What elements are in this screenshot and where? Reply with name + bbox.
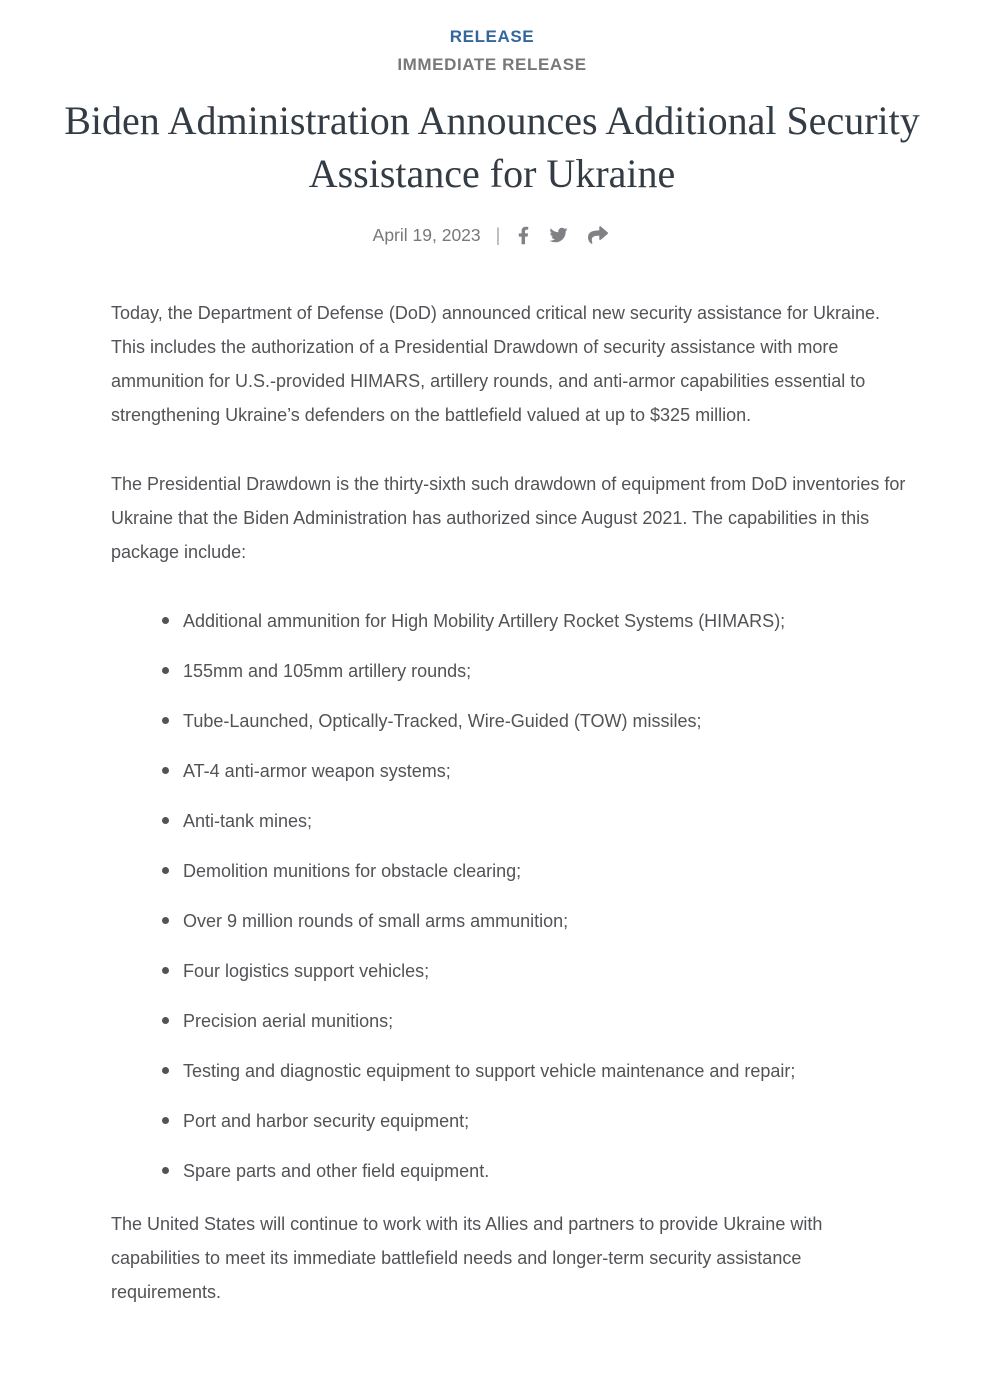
capability-list-item: AT-4 anti-armor weapon systems; bbox=[183, 754, 907, 788]
capability-list-item: Four logistics support vehicles; bbox=[183, 954, 907, 988]
capability-list-item: Demolition munitions for obstacle clearing; bbox=[183, 854, 907, 888]
share-arrow-icon[interactable] bbox=[585, 225, 611, 245]
article-header bbox=[0, 0, 984, 246]
capability-list-item: Precision aerial munitions; bbox=[183, 1004, 907, 1038]
capability-list-item: Anti-tank mines; bbox=[183, 804, 907, 838]
meta-separator: | bbox=[495, 224, 501, 245]
capability-list-item: Port and harbor security equipment; bbox=[183, 1104, 907, 1138]
page-title: Biden Administration Announces Additional Security Assistance for Ukraine bbox=[64, 98, 920, 196]
capability-list-item: Over 9 million rounds of small arms ammunition; bbox=[183, 904, 907, 938]
twitter-icon[interactable] bbox=[545, 226, 572, 244]
capability-list-item: Testing and diagnostic equipment to support vehicle maintenance and repair; bbox=[183, 1054, 907, 1088]
article-meta bbox=[0, 225, 984, 246]
capability-list-item: Additional ammunition for High Mobility Artillery Rocket Systems (HIMARS); bbox=[183, 604, 907, 638]
paragraph-1: Today, the Department of Defense (DoD) announced critical new security assistance for Ukraine. This includes the authorization of a Presidential Drawdown of security assistance with more ammunition for U.S.-provided HIMARS, artillery rounds, and anti-armor capabilities essential to strengthening Ukraine’s defenders on the battlefield valued at up to $325 million. bbox=[111, 302, 881, 425]
capabilities-list bbox=[111, 604, 907, 1188]
publish-date: April 19, 2023 bbox=[372, 224, 481, 245]
closing-paragraph: The United States will continue to work with its Allies and partners to provide Ukraine with capabilities to meet its immediate battlefield needs and longer-term security assistance requirements. bbox=[111, 1213, 823, 1302]
press-release-body bbox=[111, 296, 907, 1309]
facebook-icon[interactable] bbox=[515, 226, 532, 245]
capability-list-item: Tube-Launched, Optically-Tracked, Wire-Guided (TOW) missiles; bbox=[183, 704, 907, 738]
paragraph-2: The Presidential Drawdown is the thirty-sixth such drawdown of equipment from DoD inventories for Ukraine that the Biden Administration has authorized since August 2021. The capabilities in this package include: bbox=[111, 473, 906, 562]
release-category-label: RELEASE bbox=[449, 27, 535, 46]
capability-list-item: Spare parts and other field equipment. bbox=[183, 1154, 907, 1188]
capability-list-item: 155mm and 105mm artillery rounds; bbox=[183, 654, 907, 688]
immediate-release-label: IMMEDIATE RELEASE bbox=[397, 55, 587, 74]
